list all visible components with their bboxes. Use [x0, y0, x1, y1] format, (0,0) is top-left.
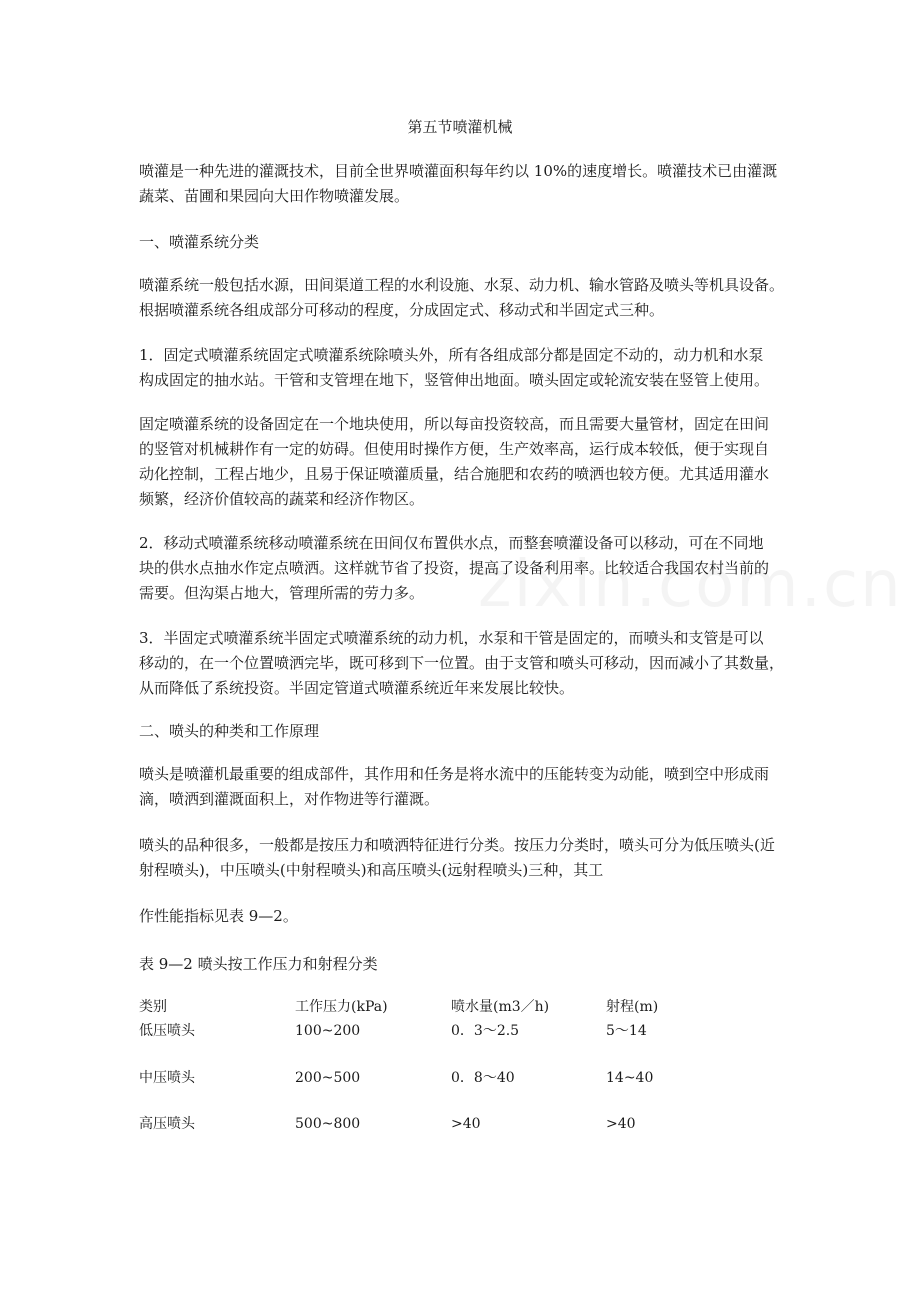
table-header-cell: 类别 — [139, 999, 167, 1015]
table-header-cell: 射程(m) — [606, 999, 659, 1015]
paragraph-system-components — [139, 273, 789, 323]
table-cell: 高压喷头 — [139, 1116, 195, 1132]
paragraph-nozzle-function — [139, 762, 789, 812]
text-line: 移动的，在一个位置喷洒完毕，既可移到下一位置。由于支管和喷头可移动，因而减小了其数量， — [139, 654, 785, 672]
table-header-row — [139, 996, 789, 1018]
table-row — [139, 1113, 789, 1135]
table-header-cell: 喷水量(m3／h) — [451, 999, 550, 1015]
paragraph-fixed-system — [139, 343, 789, 393]
table-cell: 5～14 — [606, 1023, 647, 1039]
text-line: 2．移动式喷灌系统移动喷灌系统在田间仅布置供水点，而整套喷灌设备可以移动，可在不同地 — [139, 534, 764, 552]
table-cell: >40 — [451, 1116, 481, 1132]
text-line: 滴，喷洒到灌溉面积上，对作物进等行灌溉。 — [139, 790, 440, 808]
text-line: 从而降低了系统投资。半固定管道式喷灌系统近年来发展比较快。 — [139, 679, 575, 697]
page-title: 第五节喷灌机械 — [407, 118, 513, 136]
paragraph-semi-fixed-system — [139, 626, 789, 701]
text-line: 3．半固定式喷灌系统半固定式喷灌系统的动力机，水泵和干管是固定的，而喷头和支管是可以 — [139, 629, 764, 647]
text-line: 构成固定的抽水站。干管和支管埋在地下，竖管伸出地面。喷头固定或轮流安装在竖管上使用。 — [139, 371, 770, 389]
paragraph-table-reference: 作性能指标见表 9—2。 — [139, 907, 298, 925]
table-cell: 低压喷头 — [139, 1023, 195, 1039]
table-cell: 14~40 — [606, 1070, 654, 1086]
text-line: 固定喷灌系统的设备固定在一个地块使用，所以每亩投资较高，而且需要大量管材，固定在田间 — [139, 415, 770, 433]
text-line: 需要。但沟渠占地大，管理所需的劳力多。 — [139, 584, 425, 602]
intro-paragraph — [139, 159, 789, 209]
section-heading-2: 二、喷头的种类和工作原理 — [139, 722, 320, 740]
text-line: 喷头的品种很多，一般都是按压力和喷洒特征进行分类。按压力分类时，喷头可分为低压喷头(近 — [139, 836, 775, 854]
table-cell: 100~200 — [295, 1023, 361, 1039]
text-line: 1．固定式喷灌系统固定式喷灌系统除喷头外，所有各组成部分都是固定不动的，动力机和水泵 — [139, 346, 764, 364]
text-line: 喷灌系统一般包括水源，田间渠道工程的水利设施、水泵、动力机、输水管路及喷头等机具设备。 — [139, 276, 785, 294]
table-cell: >40 — [606, 1116, 636, 1132]
paragraph-nozzle-types — [139, 833, 789, 883]
text-line: 喷灌是一种先进的灌溉技术，目前全世界喷灌面积每年约以 10%的速度增长。喷灌技术已由灌溉 — [139, 162, 778, 180]
table-row — [139, 1020, 789, 1042]
text-line: 射程喷头)，中压喷头(中射程喷头)和高压喷头(远射程喷头)三种，其工 — [139, 861, 604, 879]
table-row — [139, 1067, 789, 1089]
table-cell: 500~800 — [295, 1116, 361, 1132]
text-line: 喷头是喷灌机最重要的组成部件，其作用和任务是将水流中的压能转变为动能，喷到空中形成雨 — [139, 765, 770, 783]
text-line: 动化控制，工程占地少，且易于保证喷灌质量，结合施肥和农药的喷洒也较方便。尤其适用灌水 — [139, 465, 770, 483]
paragraph-fixed-system-features — [139, 412, 789, 512]
text-line: 蔬菜、苗圃和果园向大田作物喷灌发展。 — [139, 187, 410, 205]
table-cell: 200~500 — [295, 1070, 361, 1086]
table-caption: 表 9—2 喷头按工作压力和射程分类 — [139, 955, 378, 973]
section-heading-1: 一、喷灌系统分类 — [139, 233, 260, 251]
table-cell: 0．8～40 — [451, 1070, 515, 1086]
text-line: 频繁，经济价值较高的蔬菜和经济作物区。 — [139, 490, 425, 508]
table-cell: 0．3～2.5 — [451, 1023, 520, 1039]
text-line: 的竖管对机械耕作有一定的妨碍。但使用时操作方便，生产效率高，运行成本较低，便于实现自 — [139, 440, 770, 458]
text-line: 块的供水点抽水作定点喷洒。这样就节省了投资，提高了设备利用率。比较适合我国农村当前的 — [139, 559, 770, 577]
table-header-cell: 工作压力(kPa) — [295, 999, 388, 1015]
text-line: 根据喷灌系统各组成部分可移动的程度，分成固定式、移动式和半固定式三种。 — [139, 301, 665, 319]
table-cell: 中压喷头 — [139, 1070, 195, 1086]
paragraph-mobile-system — [139, 531, 789, 606]
